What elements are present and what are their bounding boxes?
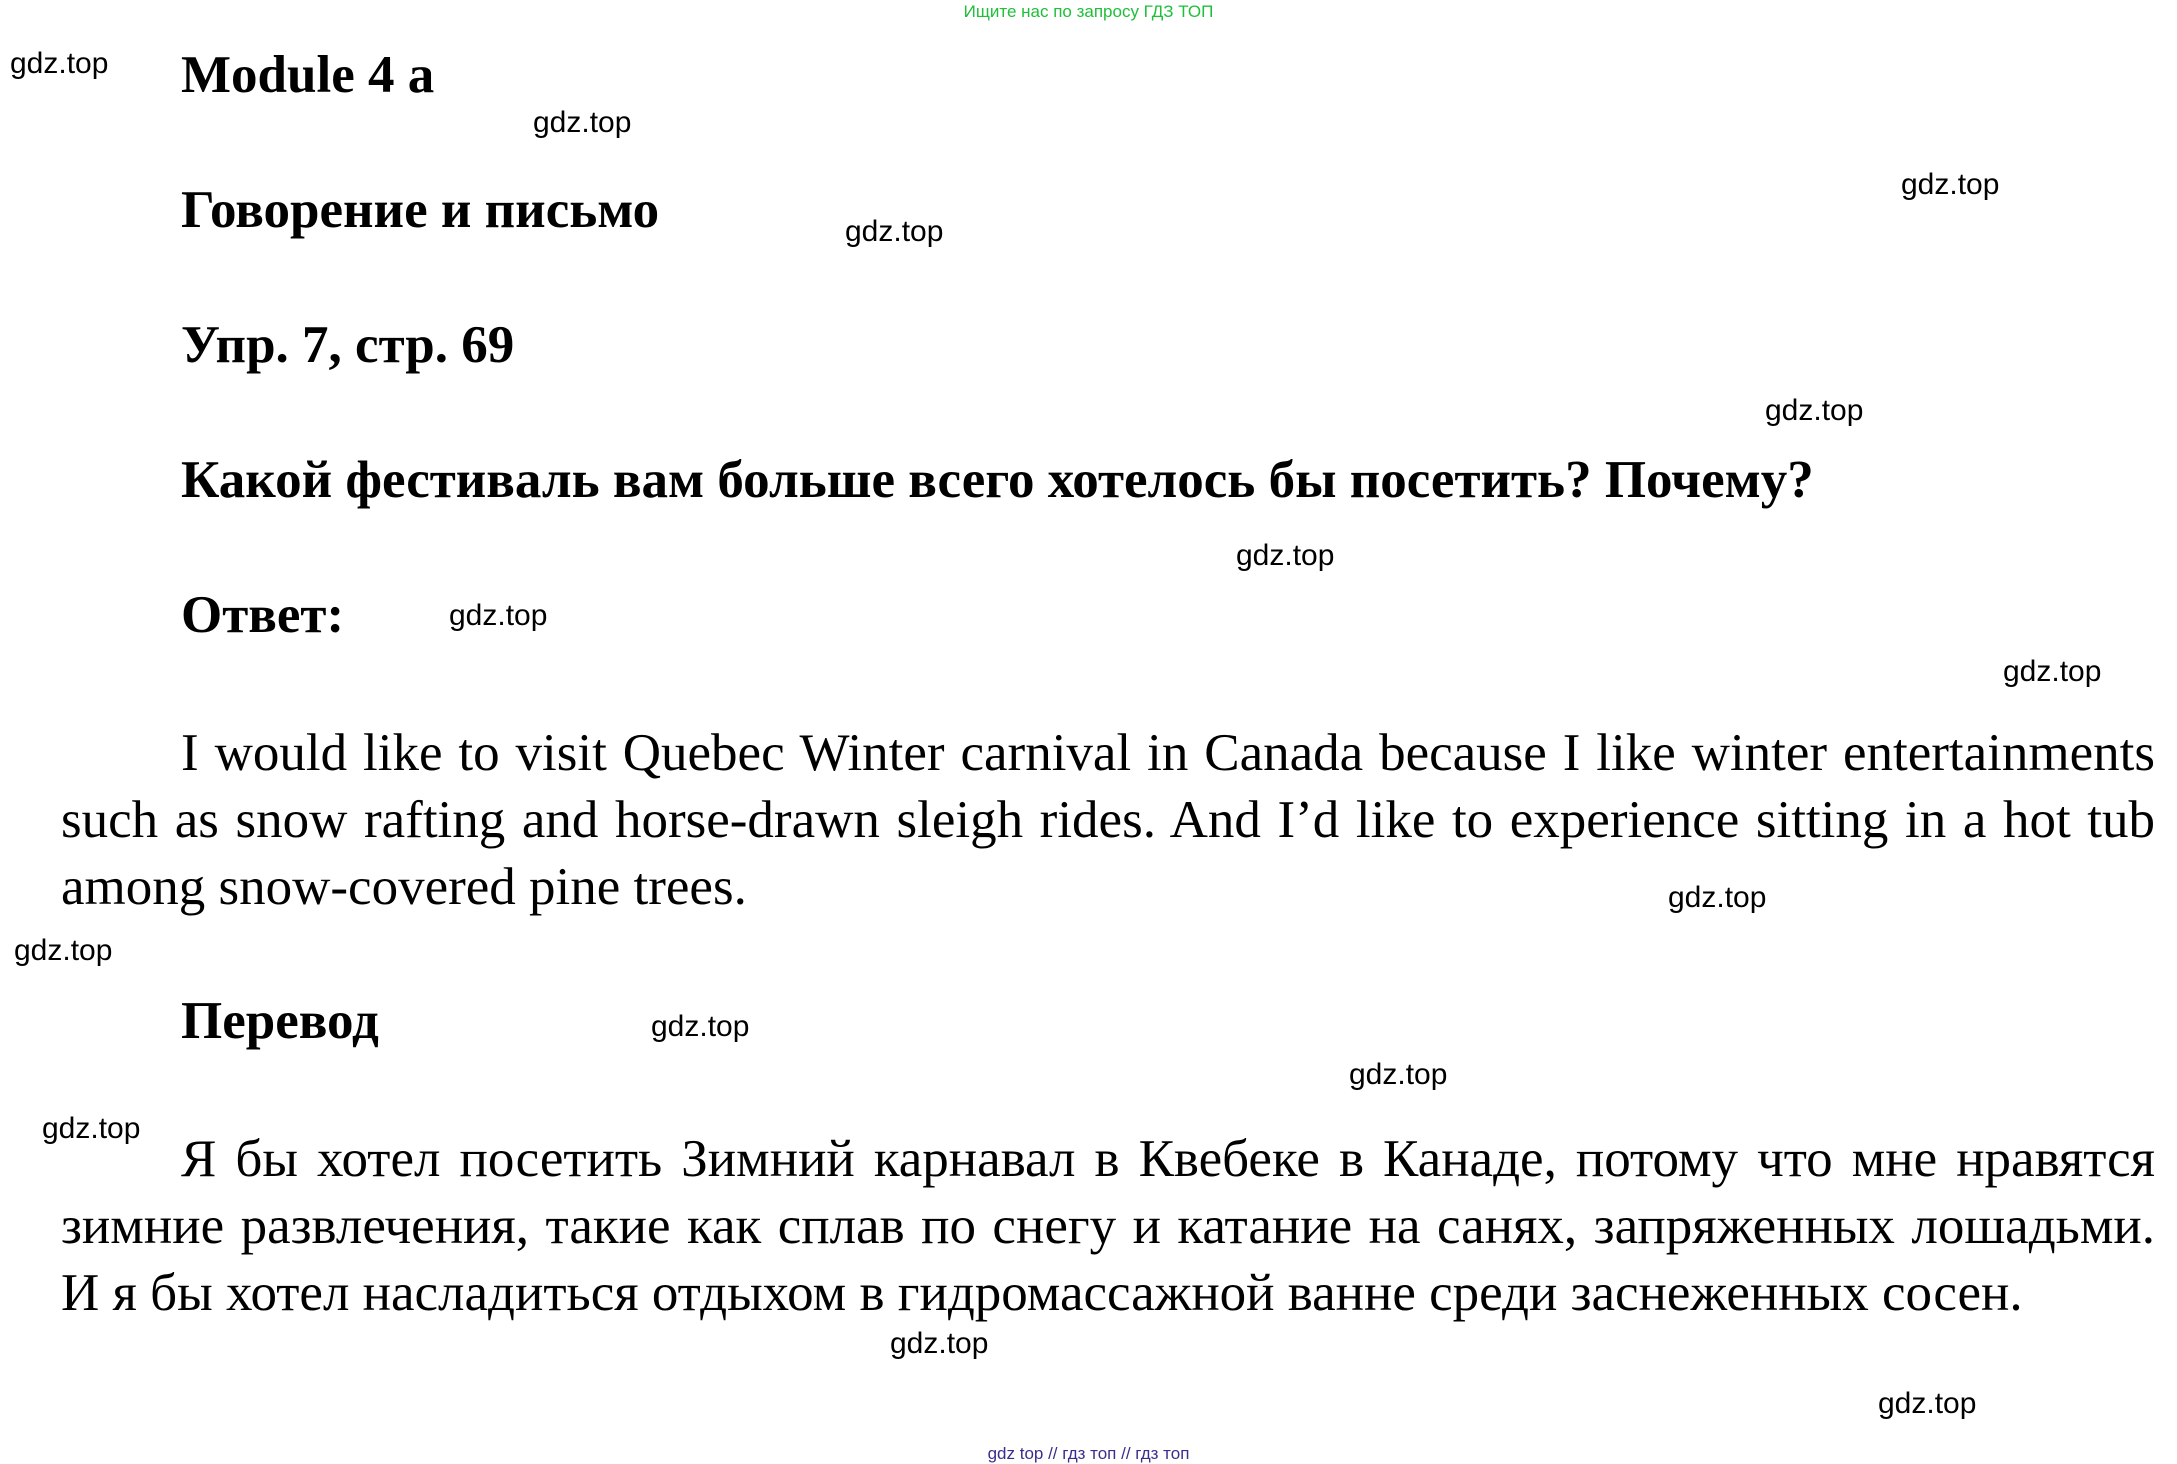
watermark: gdz.top [1901, 168, 2000, 201]
watermark: gdz.top [14, 934, 113, 967]
watermark: gdz.top [1878, 1387, 1977, 1420]
watermark: gdz.top [651, 1010, 750, 1043]
watermark: gdz.top [42, 1112, 141, 1145]
top-banner: Ищите нас по запросу ГДЗ ТОП [963, 2, 1214, 21]
watermark: gdz.top [10, 47, 109, 80]
watermark: gdz.top [2003, 655, 2102, 688]
translation-label: Перевод [181, 992, 379, 1050]
watermark: gdz.top [1236, 539, 1335, 572]
watermark: gdz.top [533, 106, 632, 139]
watermark: gdz.top [1349, 1058, 1448, 1091]
watermark: gdz.top [845, 215, 944, 248]
exercise-reference: Упр. 7, стр. 69 [181, 316, 515, 374]
translation-paragraph: Я бы хотел посетить Зимний карнавал в Квебеке в Канаде, потому что мне нравятся зимние развлечения, такие как сплав по снегу и катание на санях, запряженных лошадьми. И я бы хотел насладиться отдыхом в гидромассажной ванне среди заснеженных сосен. [61, 1130, 2155, 1322]
footer: gdz top // гдз топ // гдз топ [987, 1444, 1190, 1463]
watermark: gdz.top [1765, 394, 1864, 427]
question-heading: Какой фестиваль вам больше всего хотелось бы посетить? Почему? [181, 451, 1814, 509]
watermark: gdz.top [449, 599, 548, 632]
answer-label: Ответ: [181, 586, 345, 644]
watermark: gdz.top [890, 1327, 989, 1360]
answer-paragraph: I would like to visit Quebec Winter carnival in Canada because I like winter entertainments such as snow rafting and horse-drawn sleigh rides. And I’d like to experience sitting in a hot tub among snow-covered pine trees. [61, 724, 2155, 916]
module-title: Module 4 a [181, 46, 435, 104]
section-title: Говорение и письмо [181, 181, 660, 239]
watermark: gdz.top [1668, 881, 1767, 914]
